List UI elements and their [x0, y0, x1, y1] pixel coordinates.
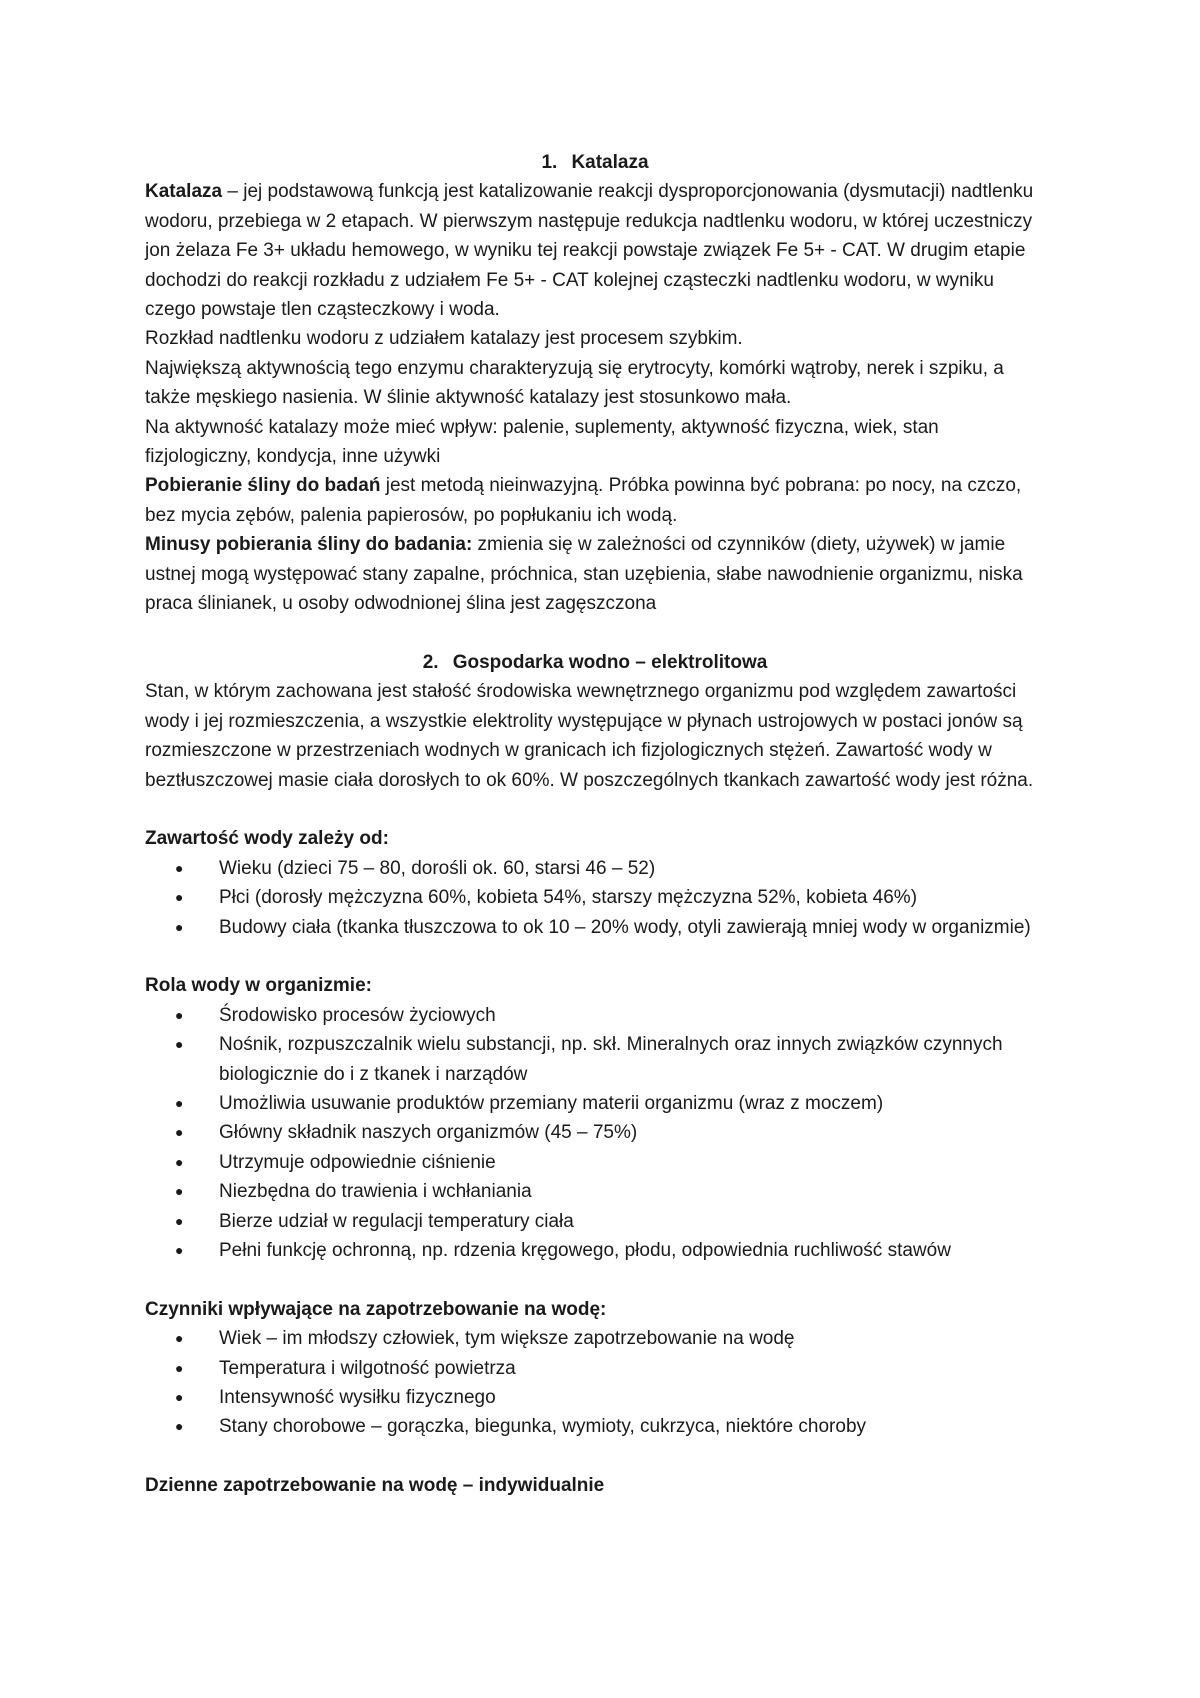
water-demand-heading: Czynniki wpływające na zapotrzebowanie na wodę: [145, 1298, 607, 1320]
katalaza-paragraph-5 [145, 471, 1045, 530]
list-item: ● Temperatura i wilgotność powietrza [145, 1354, 1045, 1383]
list-item: ● Płci (dorosły mężczyzna 60%, kobieta 54%, starszy mężczyzna 52%, kobieta 46%) [145, 883, 1045, 912]
section-2-number: 2. [422, 651, 439, 673]
spacer [145, 619, 1045, 648]
katalaza-intro-text: – jej podstawową funkcją jest katalizowanie reakcji dysproporcjonowania (dysmutacji) nadtlenku wodoru, przebiega w 2 etapach. W pierwszym następuje redukcja nadtlenku wodoru, w której uczestniczy jon żelaza Fe 3+ układu hemowego, w wyniku tej reakcji powstaje związek Fe 5+ - CAT. W drugim etapie dochodzi do reakcji rozkładu z udziałem Fe 5+ - CAT kolejnej cząsteczki nadtlenku wodoru, w wyniku czego powstaje tlen cząsteczkowy i woda. [145, 181, 1034, 321]
saliva-sampling-lead: Pobieranie śliny do badań [145, 475, 381, 497]
list-item: ● Wieku (dzieci 75 – 80, dorośli ok. 60, starsi 46 – 52) [145, 854, 1045, 883]
list-item: ● Budowy ciała (tkanka tłuszczowa to ok 10 – 20% wody, otyli zawierają mniej wody w organizmie) [145, 913, 1045, 942]
katalaza-paragraph-3: Największą aktywnością tego enzymu charakteryzują się erytrocyty, komórki wątroby, nerek i szpiku, a także męskiego nasienia. W ślinie aktywność katalazy jest stosunkowo mała. [145, 357, 1004, 409]
list-item: ● Wiek – im młodszy człowiek, tym większe zapotrzebowanie na wodę [145, 1324, 1045, 1353]
section-1-title-text: Katalaza [571, 152, 649, 173]
water-demand-list [145, 1324, 1045, 1442]
spacer [145, 942, 1045, 971]
list-item: ● Umożliwia usuwanie produktów przemiany materii organizmu (wraz z moczem) [145, 1089, 1045, 1118]
document-content [145, 148, 1045, 1501]
spacer [145, 1442, 1045, 1471]
saliva-sampling-text: jest metodą nieinwazyjną. Próbka powinna być pobrana: po nocy, na czczo, bez mycia zębów, palenia papierosów, po popłukaniu ich wodą. [145, 475, 1022, 526]
water-balance-intro: Stan, w którym zachowana jest stałość środowiska wewnętrznego organizmu pod względem zawartości wody i jej rozmieszczenia, a wszystkie elektrolity występujące w płynach ustrojowych w postaci jonów są rozmieszczone w przestrzeniach wodnych w granicach ich fizjologicznych stężeń. Zawartość wody w beztłuszczowej masie ciała dorosłych to ok 60%. W poszczególnych tkankach zawartość wody jest różna. [145, 681, 1034, 791]
water-role-list [145, 1001, 1045, 1266]
saliva-minuses-lead: Minusy pobierania śliny do badania: [145, 534, 473, 556]
section-1-number: 1. [541, 152, 558, 173]
katalaza-intro [145, 177, 1045, 324]
list-item: ● Środowisko procesów życiowych [145, 1001, 1045, 1030]
katalaza-paragraph-2: Rozkład nadtlenku wodoru z udziałem katalazy jest procesem szybkim. [145, 328, 743, 350]
katalaza-paragraph-4: Na aktywność katalazy może mieć wpływ: palenie, suplementy, aktywność fizyczna, wiek, stan fizjologiczny, kondycja, inne używki [145, 416, 939, 468]
list-item: ● Stany chorobowe – gorączka, biegunka, wymioty, cukrzyca, niektóre choroby [145, 1412, 1045, 1441]
list-item: ● Bierze udział w regulacji temperatury ciała [145, 1207, 1045, 1236]
list-item: ● Nośnik, rozpuszczalnik wielu substancji, np. skł. Mineralnych oraz innych związków czynnych biologicznie do i z tkanek i narządów [145, 1030, 1045, 1089]
spacer [145, 1265, 1045, 1294]
water-role-heading: Rola wody w organizmie: [145, 975, 372, 997]
list-item: ● Pełni funkcję ochronną, np. rdzenia kręgowego, płodu, odpowiednia ruchliwość stawów [145, 1236, 1045, 1265]
spacer [145, 795, 1045, 824]
saliva-minuses-text: zmienia się w zależności od czynników (diety, używek) w jamie ustnej mogą występować stany zapalne, próchnica, stan uzębienia, słabe nawodnienie organizmu, niska praca ślinianek, u osoby odwodnionej ślina jest zagęszczona [145, 534, 1023, 615]
daily-demand-heading: Dzienne zapotrzebowanie na wodę – indywidualnie [145, 1475, 605, 1497]
water-content-list [145, 854, 1045, 942]
katalaza-intro-lead: Katalaza [145, 181, 223, 203]
water-content-heading: Zawartość wody zależy od: [145, 828, 389, 850]
katalaza-paragraph-6 [145, 530, 1045, 618]
list-item: ● Intensywność wysiłku fizycznego [145, 1383, 1045, 1412]
list-item: ● Utrzymuje odpowiednie ciśnienie [145, 1148, 1045, 1177]
section-1-title [145, 148, 1045, 177]
list-item: ● Niezbędna do trawienia i wchłaniania [145, 1177, 1045, 1206]
section-2-title [145, 648, 1045, 677]
list-item: ● Główny składnik naszych organizmów (45 – 75%) [145, 1118, 1045, 1147]
section-2-title-text: Gospodarka wodno – elektrolitowa [452, 651, 768, 673]
